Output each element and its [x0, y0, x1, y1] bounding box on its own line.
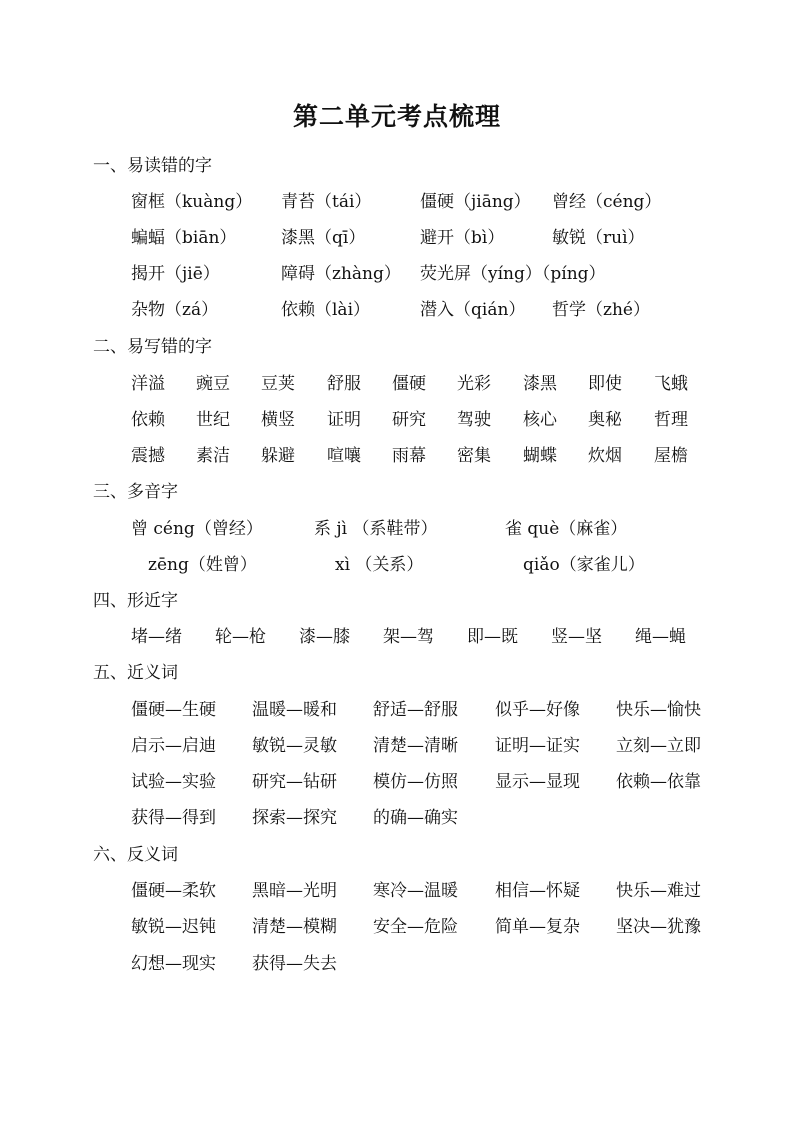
list-item: 研究 [392, 410, 426, 430]
list-item: 敏锐（ruì） [552, 228, 645, 248]
section-heading-5: 五、近义词 [93, 663, 178, 683]
list-item: 僵硬（jiāng） [420, 192, 531, 212]
list-item: 寒冷—温暖 [373, 881, 458, 901]
section-heading-4: 四、形近字 [93, 591, 178, 611]
list-item: 获得—得到 [131, 808, 216, 828]
list-item: 僵硬—生硬 [131, 700, 216, 720]
list-item: 模仿—仿照 [373, 772, 458, 792]
list-item: 炊烟 [588, 446, 622, 466]
list-item: 光彩 [457, 374, 491, 394]
list-item: 哲理 [654, 410, 688, 430]
list-item: xì （关系） [335, 555, 424, 575]
list-item: 即—既 [467, 627, 518, 647]
list-item: 揭开（jiē） [131, 264, 220, 284]
list-item: 安全—危险 [373, 917, 458, 937]
list-item: 依赖—依靠 [616, 772, 701, 792]
list-item: 的确—确实 [373, 808, 458, 828]
list-item: 架—驾 [383, 627, 434, 647]
list-item: 快乐—愉快 [616, 700, 701, 720]
list-item: 屋檐 [654, 446, 688, 466]
list-item: 豆荚 [261, 374, 295, 394]
list-item: 喧嚷 [327, 446, 361, 466]
list-item: 潜入（qián） [420, 300, 526, 320]
list-item: 密集 [457, 446, 491, 466]
list-item: 温暖—暖和 [252, 700, 337, 720]
section-heading-6: 六、反义词 [93, 845, 178, 865]
list-item: 简单—复杂 [495, 917, 580, 937]
list-item: 蝴蝶 [523, 446, 557, 466]
list-item: 漆黑 [523, 374, 557, 394]
list-item: 青苔（tái） [281, 192, 372, 212]
list-item: 窗框（kuàng） [131, 192, 253, 212]
list-item: 竖—坚 [551, 627, 602, 647]
list-item: 舒服 [327, 374, 361, 394]
list-item: 坚决—犹豫 [616, 917, 701, 937]
list-item: 敏锐—迟钝 [131, 917, 216, 937]
list-item: 显示—显现 [495, 772, 580, 792]
list-item: 依赖（lài） [281, 300, 371, 320]
list-item: 似乎—好像 [495, 700, 580, 720]
list-item: 驾驶 [457, 410, 491, 430]
list-item: 试验—实验 [131, 772, 216, 792]
list-item: 堵—绪 [131, 627, 182, 647]
list-item: 黑暗—光明 [252, 881, 337, 901]
list-item: 漆—膝 [299, 627, 350, 647]
list-item: 雀 què（麻雀） [505, 519, 628, 539]
list-item: 僵硬 [392, 374, 426, 394]
list-item: 曾 céng（曾经） [131, 519, 263, 539]
list-item: 获得—失去 [252, 954, 337, 974]
list-item: 核心 [523, 410, 557, 430]
list-item: 幻想—现实 [131, 954, 216, 974]
list-item: 依赖 [131, 410, 165, 430]
list-item: 绳—蝇 [635, 627, 686, 647]
list-item: 飞蛾 [654, 374, 688, 394]
list-item: 奥秘 [588, 410, 622, 430]
list-item: 漆黑（qī） [281, 228, 366, 248]
page-title: 第二单元考点梳理 [292, 102, 501, 131]
list-item: 敏锐—灵敏 [252, 736, 337, 756]
list-item: 即使 [588, 374, 622, 394]
list-item: 洋溢 [131, 374, 165, 394]
list-item: 舒适—舒服 [373, 700, 458, 720]
section-heading-2: 二、易写错的字 [93, 337, 212, 357]
list-item: 立刻—立即 [616, 736, 701, 756]
list-item: qiǎo（家雀儿） [523, 555, 645, 575]
list-item: 杂物（zá） [131, 300, 219, 320]
list-item: 哲学（zhé） [552, 300, 650, 320]
section-heading-1: 一、易读错的字 [93, 156, 212, 176]
list-item: 雨幕 [392, 446, 426, 466]
list-item: 系 jì （系鞋带） [314, 519, 438, 539]
list-item: 轮—枪 [215, 627, 266, 647]
list-item: 快乐—难过 [616, 881, 701, 901]
list-item: 相信—怀疑 [495, 881, 580, 901]
list-item: 世纪 [196, 410, 230, 430]
list-item: zēng（姓曾） [148, 555, 257, 575]
list-item: 障碍（zhàng） [281, 264, 401, 284]
list-item: 震撼 [131, 446, 165, 466]
list-item: 避开（bì） [420, 228, 505, 248]
list-item: 清楚—模糊 [252, 917, 337, 937]
list-item: 研究—钻研 [252, 772, 337, 792]
list-item: 清楚—清晰 [373, 736, 458, 756]
list-item: 躲避 [261, 446, 295, 466]
list-item: 曾经（céng） [552, 192, 662, 212]
list-item: 横竖 [261, 410, 295, 430]
section-heading-3: 三、多音字 [93, 482, 178, 502]
list-item: 荧光屏（yíng）（píng） [420, 264, 606, 284]
list-item: 素洁 [196, 446, 230, 466]
list-item: 启示—启迪 [131, 736, 216, 756]
list-item: 豌豆 [196, 374, 230, 394]
list-item: 证明 [327, 410, 361, 430]
list-item: 蝙蝠（biān） [131, 228, 237, 248]
list-item: 证明—证实 [495, 736, 580, 756]
list-item: 僵硬—柔软 [131, 881, 216, 901]
list-item: 探索—探究 [252, 808, 337, 828]
